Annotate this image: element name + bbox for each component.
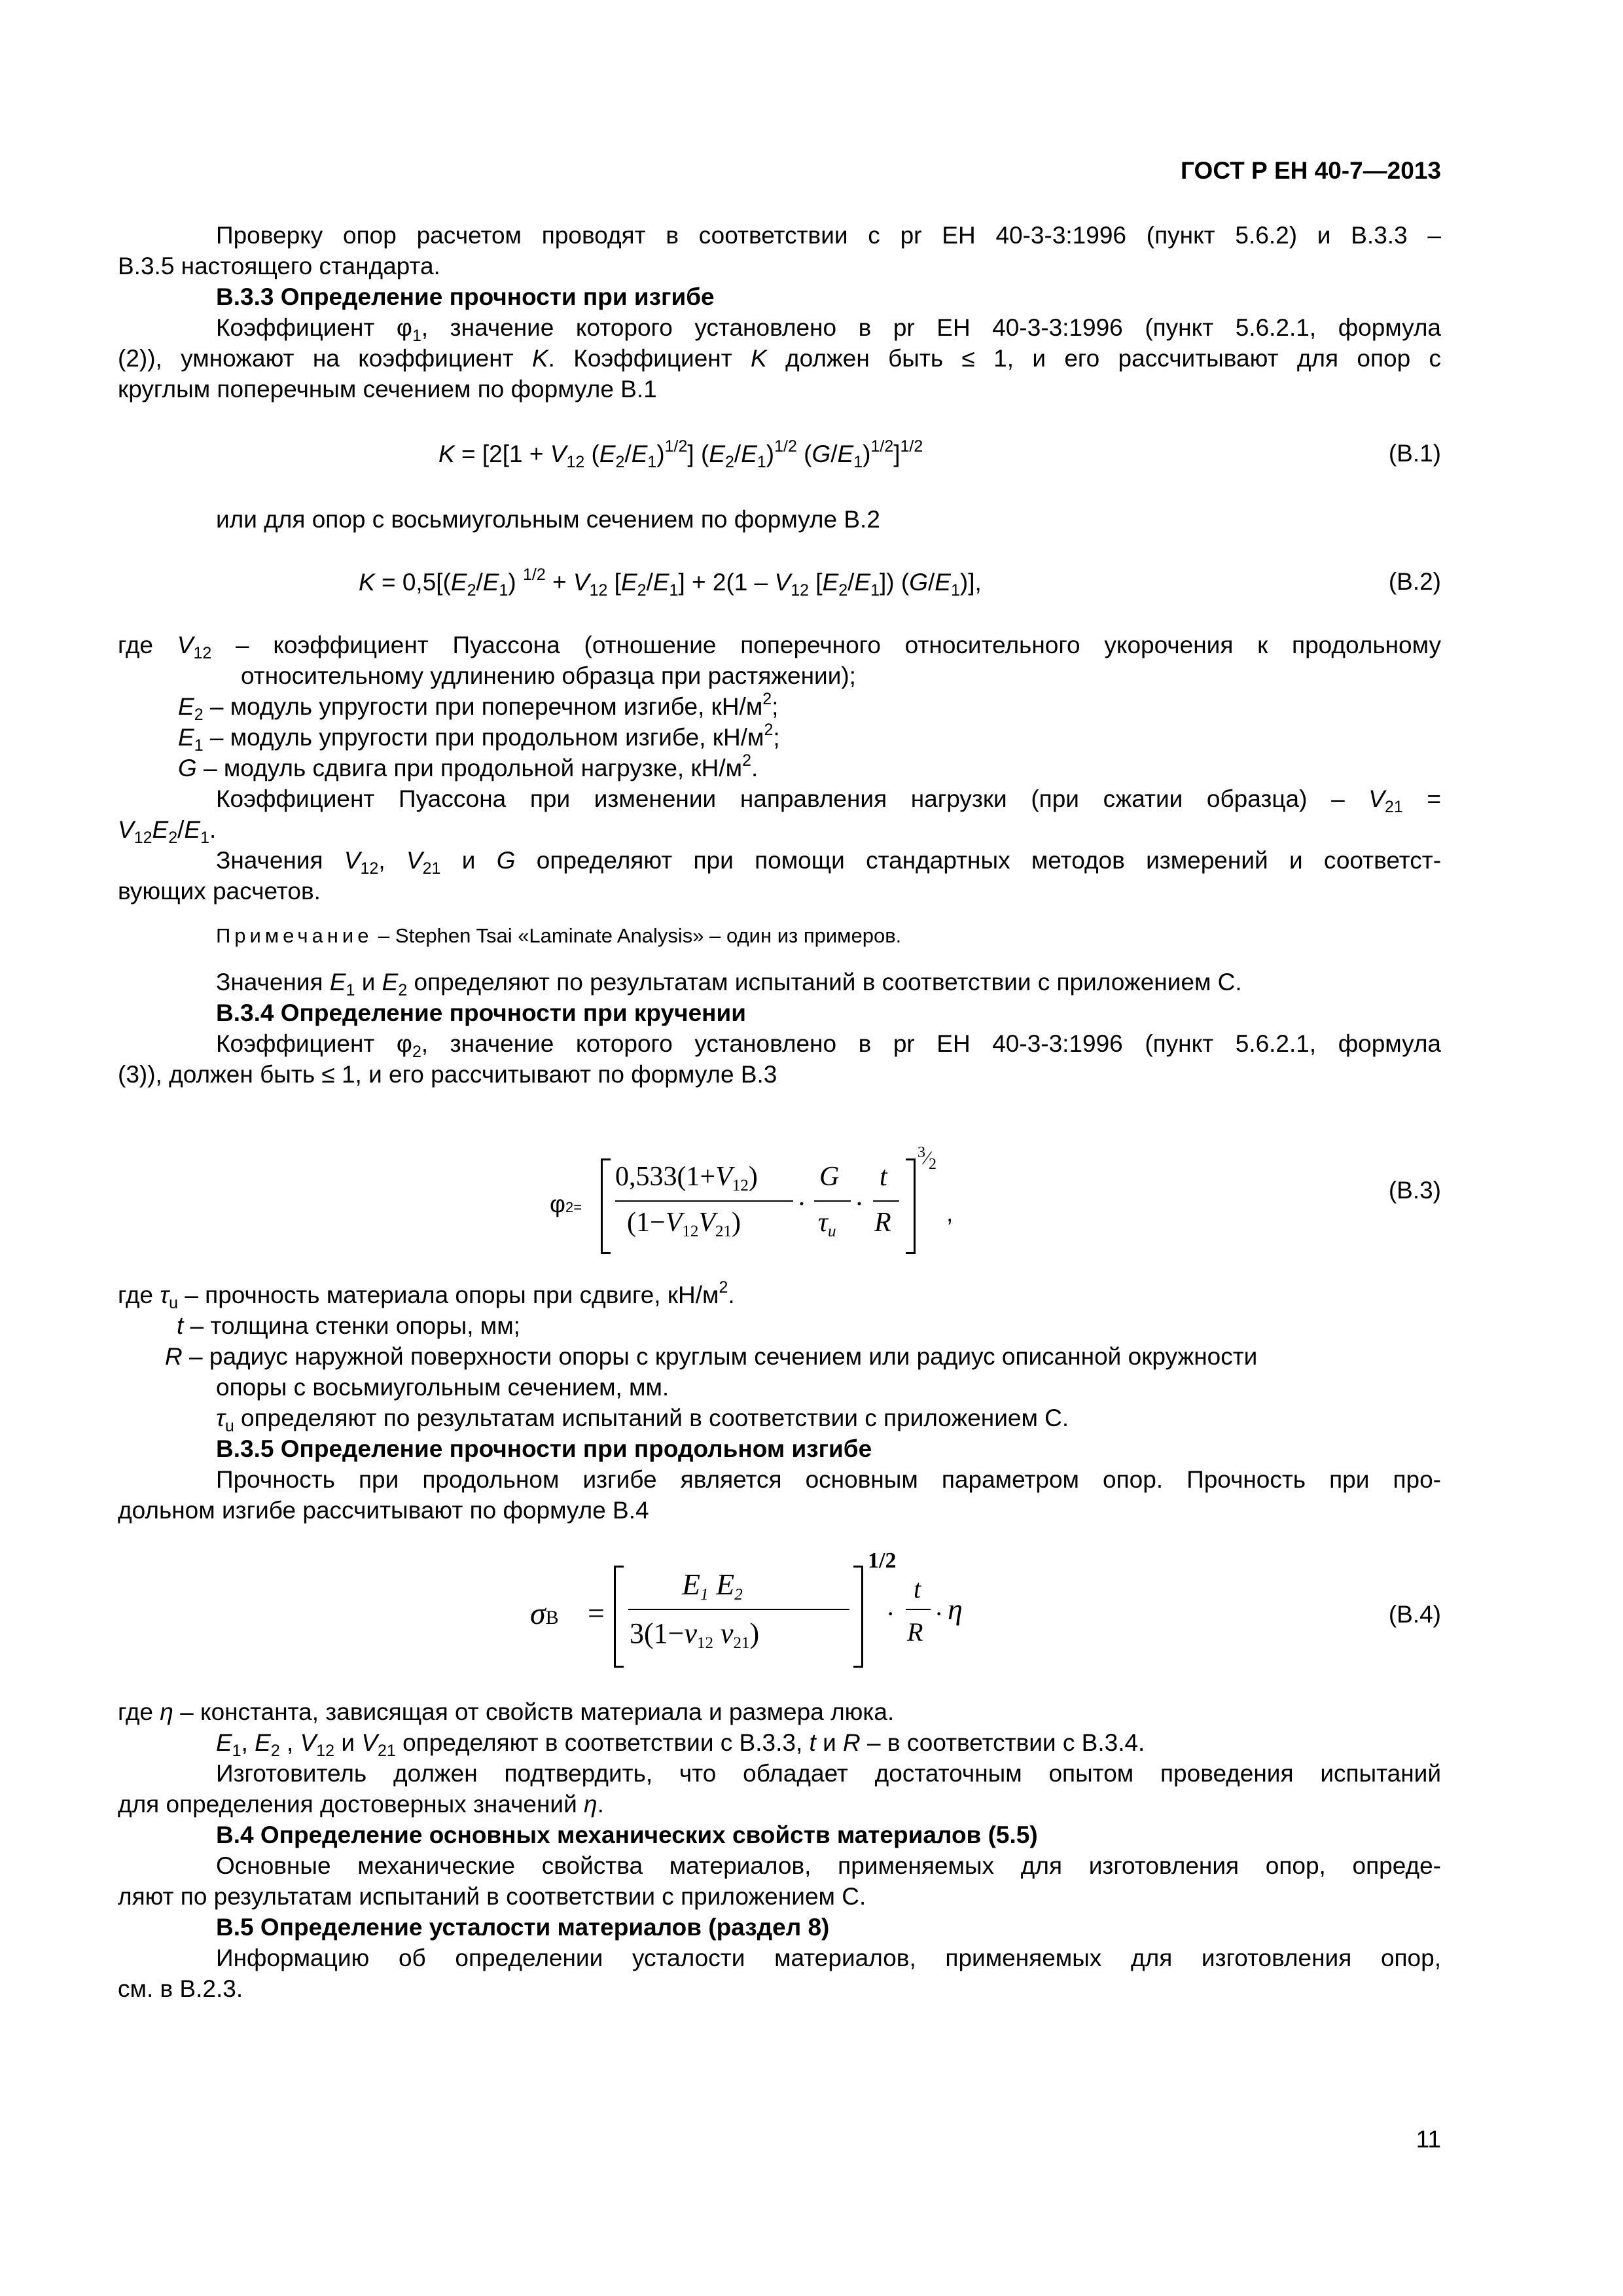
section-heading-b5: В.5 Определение усталости материалов (раздел 8): [216, 1914, 830, 1941]
paragraph-line: для определения достоверных значений η.: [118, 1791, 604, 1818]
formula-number: (В.2): [1388, 568, 1441, 595]
formula-number: (В.1): [1388, 440, 1441, 467]
paragraph-line: Значения $E_1$ и $E_2$ определяют по результатам испытаний в соответствии с приложением С.: [216, 969, 1242, 999]
paragraph-line: (3)), должен быть ≤ 1, и его рассчитывают по формуле В.3: [118, 1061, 777, 1088]
definition-line: G – модуль сдвига при продольной нагрузке, $кН/м^2$.: [178, 751, 758, 781]
definition-line: $E_1$ – модуль упругости при продольном изгибе, $кН/м^2$;: [178, 721, 780, 755]
paragraph-line: ляют по результатам испытаний в соответствии с приложением С.: [118, 1883, 866, 1910]
paragraph-line: см. в В.2.3.: [118, 1975, 243, 2002]
page-number: 11: [1416, 2126, 1441, 2153]
definition-line: $\tau_u$ определяют по результатам испытаний в соответствии с приложением С.: [216, 1405, 1069, 1435]
paragraph-line: дольном изгибе рассчитывают по формуле В.4: [118, 1497, 649, 1524]
section-heading-b34: В.3.4 Определение прочности при кручении: [216, 999, 747, 1026]
section-heading-b33: В.3.3 Определение прочности при изгибе: [216, 283, 715, 310]
formula-b3: φ2= $0,533(1+V_{12})$ $(1-V_{12}V_{21})$ · G $\tau_u$ · t R $^3⁄_2$ ,: [550, 1139, 969, 1270]
paragraph-line: или для опор с восьмиугольным сечением по формуле В.2: [216, 506, 880, 533]
section-heading-b4: В.4 Определение основных механических свойств материалов (5.5): [216, 1821, 1038, 1848]
definition-line: где η – константа, зависящая от свойств материала и размера люка.: [118, 1698, 895, 1725]
note: Примечание – Stephen Tsai «Laminate Analysis» – один из примеров.: [216, 924, 902, 947]
paragraph-line: Прочность при продольном изгибе является основным параметром опор. Прочность при про-: [216, 1466, 1441, 1493]
paragraph-line: Коэффициент $\varphi_1$, значение которого установлено в pr ЕН 40-3-3:1996 (пункт 5.6.2.1, формула: [216, 314, 1441, 345]
formula-number: (В.3): [1388, 1177, 1441, 1204]
definition-line: R – радиус наружной поверхности опоры с круглым сечением или радиус описанной окружности: [165, 1343, 1258, 1370]
paragraph-line: вующих расчетов.: [118, 878, 321, 905]
paragraph-line: Основные механические свойства материалов, применяемых для изготовления опор, опреде-: [216, 1852, 1441, 1879]
formula-b4: σB = $E_1$ $E_2$ $3(1-\nu_{12}$ $\nu_{21}$) 1/2 · t R · η: [530, 1551, 988, 1682]
formula-number: (В.4): [1388, 1601, 1441, 1628]
paragraph-line: Коэффициент Пуассона при изменении направления нагрузки (при сжатии образца) – $V_{21}$ =: [216, 785, 1442, 816]
definition-line: где $V_{12}$ – коэффициент Пуассона (отношение поперечного относительного укорочения к продольному: [118, 632, 1441, 662]
paragraph-line: (2)), умножают на коэффициент K. Коэффициент K должен быть ≤ 1, и его рассчитывают для опор с: [118, 345, 1441, 372]
definition-line: относительному удлинению образца при растяжении);: [241, 662, 856, 689]
formula-b2: $K = 0,5[(E_2/E_1) ^{1/2} + V_{12}$ $[E_2/E_1] + 2(1 - V_{12}$ $[E_2/E_1]$) $(G/E_1)$],: [359, 565, 982, 600]
definition-line: t – толщина стенки опоры, мм;: [177, 1312, 520, 1339]
paragraph-line: Информацию об определении усталости материалов, применяемых для изготовления опор,: [216, 1945, 1441, 1971]
paragraph-line: В.3.5 настоящего стандарта.: [118, 253, 440, 279]
definition-line: где $\tau_u$ – прочность материала опоры при сдвиге, $кН/м^2$.: [118, 1278, 735, 1312]
paragraph-line: круглым поперечным сечением по формуле В.1: [118, 376, 657, 403]
formula-b1: $K = [2[1 + V_{12}$ $(E_2/E_1)^{1/2}$] $(E_2/E_1)^{1/2}$ $(G/E_1)^{1/2}]^{1/2}$: [438, 437, 923, 471]
paragraph-line: Изготовитель должен подтвердить, что обладает достаточным опытом проведения испытаний: [216, 1760, 1441, 1787]
standard-header: ГОСТ Р ЕН 40-7—2013: [1181, 157, 1441, 184]
paragraph-line: $V_{12}E_2/E_1$.: [118, 816, 217, 847]
definition-line: $E_2$ – модуль упругости при поперечном изгибе, $кН/м^2$;: [178, 690, 779, 724]
definition-line: $E_1$, $E_2$ , $V_{12}$ и $V_{21}$ определяют в соответствии с В.3.3, t и R – в соответствии с В.3.4.: [216, 1729, 1145, 1760]
definition-line: опоры с восьмиугольным сечением, мм.: [216, 1374, 669, 1401]
paragraph-line: Коэффициент $\varphi_2$, значение которого установлено в pr ЕН 40-3-3:1996 (пункт 5.6.2.1, формула: [216, 1030, 1441, 1061]
section-heading-b35: В.3.5 Определение прочности при продольном изгибе: [216, 1435, 872, 1462]
paragraph-line: Значения $V_{12}$, $V_{21}$ и G определяют при помощи стандартных методов измерений и соответст-: [216, 847, 1442, 878]
paragraph-line: Проверку опор расчетом проводят в соответствии с pr ЕН 40-3-3:1996 (пункт 5.6.2) и В.3.3 –: [216, 222, 1441, 249]
